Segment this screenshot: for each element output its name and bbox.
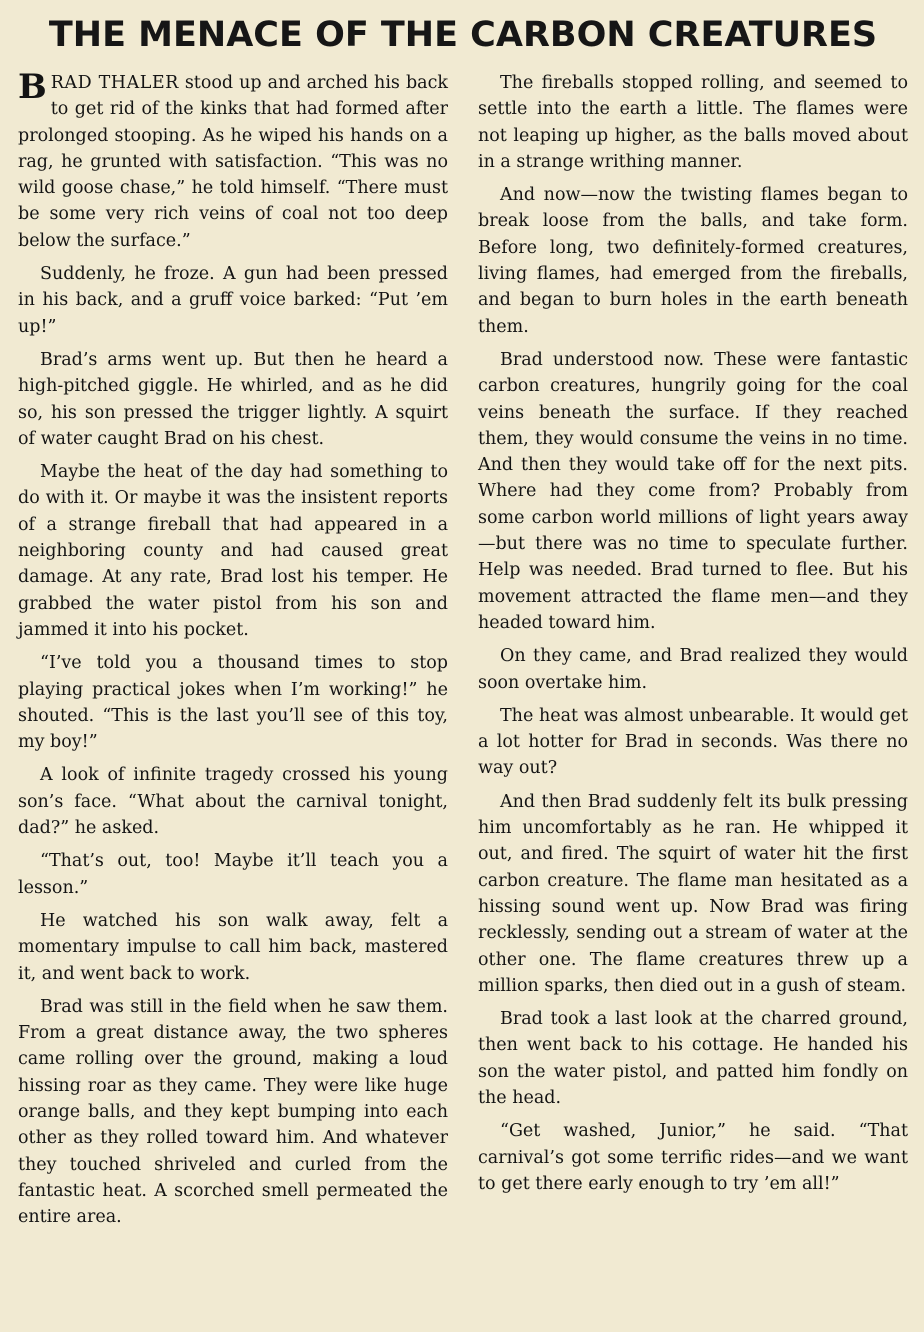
opening-paragraph	[18, 67, 448, 254]
opening-text: stood up and arched his back to get rid of the kinks that had formed after prolonged stooping. As he wiped his hands on a rag, he grunted with satisfaction. “This was no wild goose chase,” he told himself. “There must be some very rich veins of coal not too deep below the surface.”	[18, 73, 448, 251]
paragraph: “That’s out, too! Maybe it’ll teach you a lesson.”	[18, 851, 448, 898]
paragraph: The heat was almost unbearable. It would get a lot hotter for Brad in seconds. Was there no way out?	[478, 705, 908, 779]
paragraph: He watched his son walk away, felt a momentary impulse to call him back, mastered it, and went back to work.	[18, 910, 448, 984]
story-columns	[18, 67, 908, 1237]
paragraph: The fireballs stopped rolling, and seemed to settle into the earth a little. The flames were not leaping up higher, as the balls moved about in a strange writhing manner.	[478, 73, 908, 172]
opening-lead: RAD THALER	[50, 73, 179, 93]
paragraph: Maybe the heat of the day had something to do with it. Or maybe it was the insistent reports of a strange fireball that had appeared in a neighboring county and had caused great damage. At any rate, Brad lost his temper. He grabbed the water pistol from his son and jammed it into his pocket.	[18, 462, 448, 640]
right-column	[478, 70, 908, 1237]
paragraph: And then Brad suddenly felt its bulk pressing him uncomfortably as he ran. He whipped it out, and fired. The squirt of water hit the first carbon creature. The flame man hesitated as a hissing sound went up. Now Brad was firing recklessly, sending out a stream of water at the other one. The flame creatures threw up a million sparks, then died out in a gush of steam.	[478, 791, 908, 996]
paragraph: Suddenly, he froze. A gun had been pressed in his back, and a gruff voice barked: “Put ’em up!”	[18, 264, 448, 337]
paragraph: Brad was still in the field when he saw them. From a great distance away, the two spheres came rolling over the ground, making a loud hissing roar as they came. They were like huge orange balls, and they kept bumping into each other as they rolled toward him. And whatever they touched shriveled and curled from the fantastic heat. A scorched smell permeated the entire area.	[18, 996, 448, 1228]
paragraph: Brad understood now. These were fantastic carbon creatures, hungrily going for the coal veins beneath the surface. If they reached them, they would consume the veins in no time. And then they would take off for the next pits. Where had they come from? Probably from some carbon world millions of light years away—but there was no time to speculate further. Help was needed. Brad turned to flee. But his movement attracted the flame men—and they headed toward him.	[478, 349, 908, 633]
paragraph: And now—now the twisting flames began to break loose from the balls, and take form. Before long, two definitely-formed creatures, living flames, had emerged from the fireballs, and began to burn holes in the earth beneath them.	[478, 185, 908, 337]
paragraph: Brad took a last look at the charred ground, then went back to his cottage. He handed his son the water pistol, and patted him fondly on the head.	[478, 1009, 908, 1108]
drop-cap: B	[18, 67, 47, 107]
paragraph: Brad’s arms went up. But then he heard a high-pitched giggle. He whirled, and as he did so, his son pressed the trigger lightly. A squirt of water caught Brad on his chest.	[18, 349, 448, 449]
paragraph: On they came, and Brad realized they would soon overtake him.	[478, 646, 908, 693]
story-title: THE MENACE OF THE CARBON CREATURES	[48, 15, 878, 55]
left-column	[18, 67, 448, 1237]
paragraph: A look of infinite tragedy crossed his young son’s face. “What about the carnival tonight, dad?” he asked.	[18, 765, 448, 839]
paragraph: “I’ve told you a thousand times to stop playing practical jokes when I’m working!” he shouted. “This is the last you’ll see of this toy, my boy!”	[18, 653, 448, 753]
paragraph: “Get washed, Junior,” he said. “That carnival’s got some terrific rides—and we want to get there early enough to try ’em all!”	[478, 1121, 908, 1194]
